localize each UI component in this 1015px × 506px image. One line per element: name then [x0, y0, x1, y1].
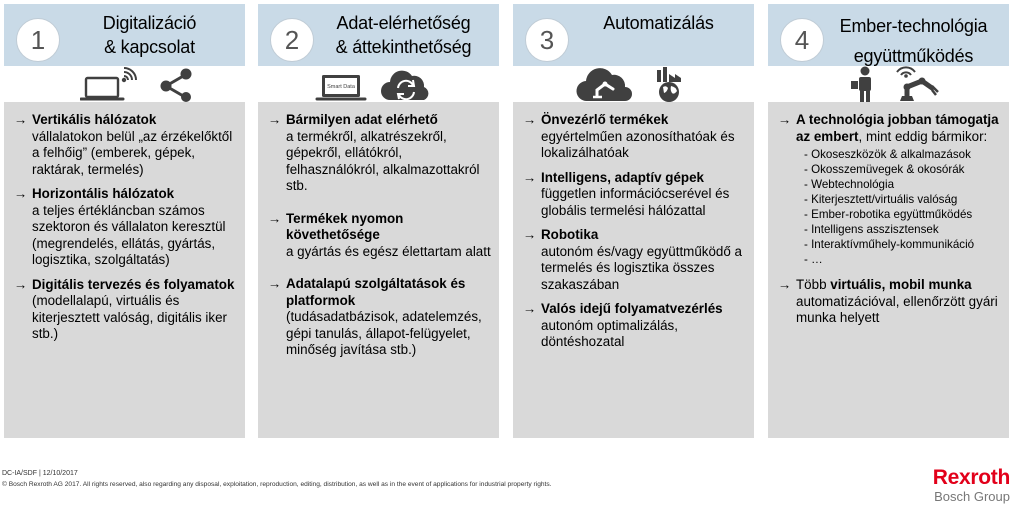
- sub-list-item: - Okosszemüvegek & okosórák: [804, 163, 965, 176]
- list-item: → Robotika autonóm és/vagy együttműködő a termelés és logisztika összes szakaszában: [523, 227, 742, 292]
- arrow-icon: →: [523, 112, 537, 127]
- arrow-icon: →: [778, 277, 792, 292]
- icon-row: [768, 66, 1009, 102]
- robot-arm-wifi-icon: [890, 66, 948, 102]
- copyright-notice: © Bosch Rexroth AG 2017. All rights reserved, also regarding any disposal, exploitation, reproduction, editing, distribution, as well as in the event of applications for industrial property rights.: [2, 481, 552, 488]
- bosch-group-label: Bosch Group: [934, 489, 1010, 504]
- list-item: → Több virtuális, mobil munka automatizációval, ellenőrzött gyári munka helyett: [778, 277, 998, 325]
- step-number: 3: [525, 18, 569, 62]
- cloud-robot-icon: [575, 66, 637, 102]
- person-icon: [848, 66, 882, 102]
- icon-row: [4, 66, 245, 102]
- column-header: [4, 4, 245, 66]
- rexroth-logo: Rexroth: [932, 466, 1010, 489]
- column-body: [4, 102, 245, 438]
- sub-list: [796, 147, 1003, 267]
- icon-row: [513, 66, 754, 102]
- sub-list-item: - Webtechnológia: [804, 178, 895, 191]
- step-number: 4: [780, 18, 824, 62]
- share-icon: [156, 66, 196, 102]
- sub-list-item: - Intelligens asszisztensek: [804, 223, 939, 236]
- list-item: → Vertikális hálózatok vállalatokon belül „az érzékelőktől a felhőig” (emberek, gépek, raktárak, termelés): [14, 112, 233, 177]
- column-data-availability: [258, 4, 499, 438]
- column-body: [768, 102, 1009, 438]
- list-item: → Horizontális hálózatok a teljes értékláncban számos szektoron és vállalaton keresztül (megrendelés, ellátás, gyártás, logisztika, szolgáltatás): [14, 186, 226, 267]
- laptop-wifi-icon: [80, 66, 142, 102]
- column-body: [258, 102, 499, 438]
- column-human-technology: [768, 4, 1009, 438]
- globe-factory-icon: [649, 66, 691, 102]
- column-header: [513, 4, 754, 66]
- arrow-icon: →: [523, 301, 537, 316]
- column-header: [768, 4, 1009, 66]
- arrow-icon: →: [523, 169, 537, 185]
- list-item: → Intelligens, adaptív gépek független információcserével és globális termelési hálózattal: [523, 169, 730, 218]
- list-item: → Adatalapú szolgáltatások és platformok (tudásadatbázisok, adatelemzés, gépi tanulás, állapot-felügyelet, minőség javítása stb.): [268, 276, 482, 357]
- column-title: Adat-elérhetőség & áttekinthetőség: [335, 13, 472, 57]
- column-title: Automatizálás: [603, 13, 714, 33]
- arrow-icon: →: [523, 227, 537, 242]
- sub-list-item: - Interaktívműhely-kommunikáció: [804, 238, 975, 251]
- arrow-icon: →: [778, 112, 792, 127]
- column-title: Ember-technológia együttműködés: [839, 16, 988, 66]
- icon-row: [258, 66, 499, 102]
- document-id: DC-IA/SDF | 12/10/2017: [2, 470, 78, 477]
- step-number: 2: [270, 18, 314, 62]
- column-header: [258, 4, 499, 66]
- sub-list-item: - …: [804, 253, 823, 266]
- list-item: → A technológia jobban támogatja az embert, mint eddig bármikor: - Okoseszközök & alkalmazások - Okosszemüvegek & okosórák - Webtechnológia - Kiterjesztett/virtuális valóság - Ember-robotika együttműködés - Intelligens asszisztensek - Interaktívműhely-kommunikáció - …: [778, 112, 1003, 267]
- column-digitalization: [4, 4, 245, 438]
- sub-list-item: - Okoseszközök & alkalmazások: [804, 148, 971, 161]
- arrow-icon: →: [268, 112, 282, 127]
- list-item: → Önvezérlő termékek egyértelműen azonosíthatóak és lokalizálhatóak: [523, 112, 735, 160]
- sub-list-item: - Kiterjesztett/virtuális valóság: [804, 193, 958, 206]
- arrow-icon: →: [268, 276, 282, 291]
- arrow-icon: →: [14, 276, 28, 292]
- arrow-icon: →: [14, 186, 28, 201]
- column-body: [513, 102, 754, 438]
- smart-data-label: Smart Data: [327, 84, 355, 90]
- list-item: → Bármilyen adat elérhető a termékről, alkatrészekről, gépekről, ellátókról, felhasználókról, alkalmazottakról stb.: [268, 112, 480, 193]
- list-item: → Digitális tervezés és folyamatok (modellalapú, virtuális és kiterjesztett valóság, digitális iker stb.): [14, 276, 235, 341]
- step-number: 1: [16, 18, 60, 62]
- column-title: Digitalizáció & kapcsolat: [102, 13, 197, 57]
- column-automation: [513, 4, 754, 438]
- smart-data-laptop-icon: [314, 66, 370, 102]
- list-item: → Termékek nyomon követhetősége a gyártás és egész élettartam alatt: [268, 210, 491, 259]
- arrow-icon: →: [14, 112, 28, 127]
- list-item: → Valós idejű folyamatvezérlés autonóm optimalizálás, döntéshozatal: [523, 301, 723, 349]
- cloud-sync-icon: [378, 66, 434, 102]
- sub-list-item: - Ember-robotika együttműködés: [804, 208, 973, 221]
- arrow-icon: →: [268, 210, 282, 226]
